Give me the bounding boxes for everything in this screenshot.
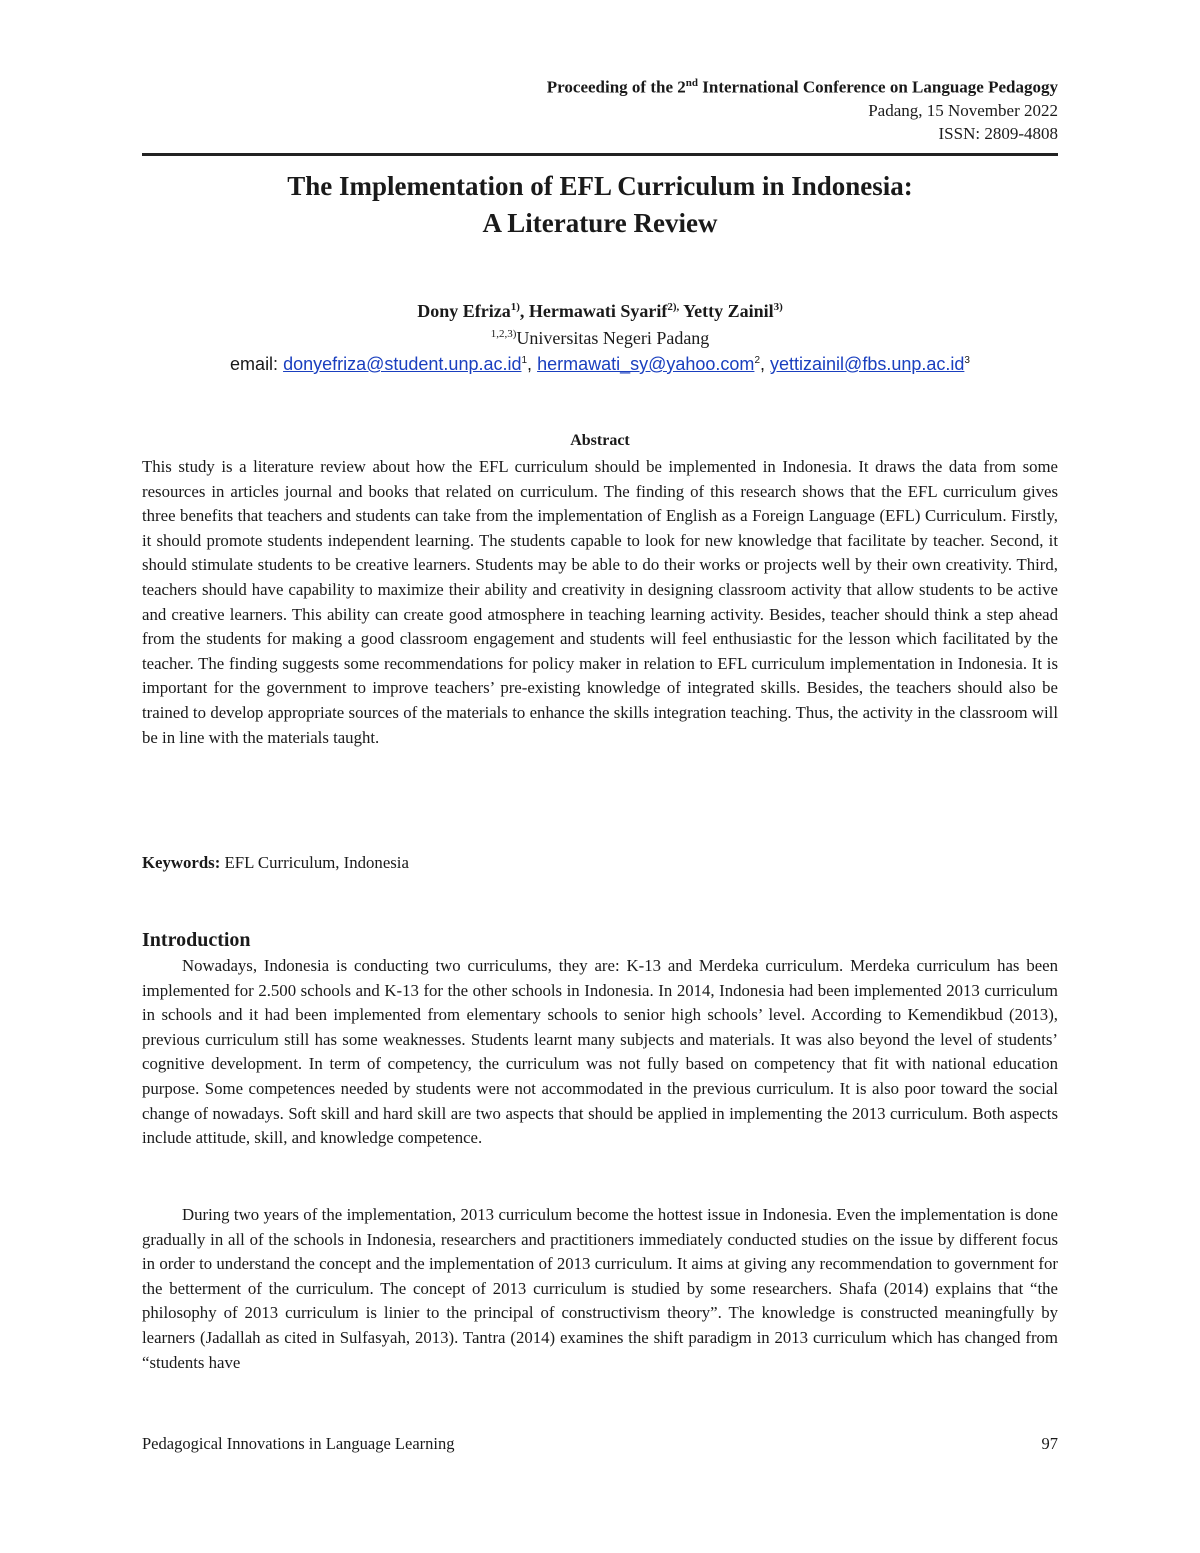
body-paragraph: Nowadays, Indonesia is conducting two curriculums, they are: K-13 and Merdeka curriculum. Merdeka curriculum has been implemented for 2.500 schools and K-13 for the other schools in Indonesia. In 2014, Indonesia had been implemented 2013 curriculum in schools and it had been implemented from elementary schools to senior high schools’ level. According to Kemendikbud (2013), previous curriculum still has some weaknesses. Students learnt many subjects and materials. It was also beyond the level of students’ cognitive development. In term of competency, the curriculum was not fully based on competency that fit with national education purpose. Some competences needed by students were not accommodated in the previous curriculum. It is also poor toward the social change of nowadays. Soft skill and hard skill are two aspects that should be applied in implementing the 2013 curriculum. Both aspects include attitude, skill, and knowledge competence.	[142, 956, 1058, 1148]
author-index: 1)	[510, 301, 520, 313]
email-separator: ,	[760, 354, 771, 374]
keywords-label: Keywords:	[142, 853, 221, 872]
issn: ISSN: 2809-4808	[938, 123, 1058, 143]
page-number: 97	[1041, 1434, 1058, 1453]
affiliation-name: Universitas Negeri Padang	[516, 328, 710, 348]
author-index: 2),	[667, 301, 680, 313]
author-name: , Hermawati Syarif	[519, 301, 668, 321]
email-link[interactable]: yettizainil@fbs.unp.ac.id	[770, 354, 965, 374]
conference-name-part: Proceeding of the 2	[546, 77, 686, 97]
paper-title-line: A Literature Review	[482, 208, 718, 238]
abstract-text: This study is a literature review about how the EFL curriculum should be implemented in Indonesia. It draws the data from some resources in articles journal and books that related on curriculum. The finding of this research shows that the EFL curriculum gives three benefits that teachers and students can take from the implementation of English as a Foreign Language (EFL) Curriculum. Firstly, it should promote students independent learning. The students capable to look for new knowledge that facilitate by teacher. Second, it should stimulate students to be creative learners. Students may be able to do their works or projects well by their own creativity. Third, teachers should have capability to maximize their ability and creativity in designing classroom activity that allow students to be active and creative learners. This ability can create good atmosphere in teaching learning activity. Besides, teacher should think a step ahead from the students for making a good classroom engagement and students will feel enthusiastic for the lesson which facilitated by the teacher. The finding suggests some recommendations for policy maker in relation to EFL curriculum implementation in Indonesia. It is important for the government to improve teachers’ pre-existing knowledge of integrated skills. Besides, the teachers should also be trained to develop appropriate sources of the materials to enhance the skills integration teaching. Thus, the activity in the classroom will be in line with the materials taught.	[142, 457, 1058, 747]
header-divider	[142, 153, 1058, 156]
running-header	[142, 72, 1058, 145]
author-name: Dony Efriza	[417, 301, 511, 321]
affiliation-index: 1,2,3)	[490, 328, 517, 340]
keywords-value: EFL Curriculum, Indonesia	[220, 853, 409, 872]
location-date: Padang, 15 November 2022	[868, 100, 1058, 120]
author-name: Yetty Zainil	[679, 301, 774, 321]
email-separator: ,	[527, 354, 538, 374]
keywords	[142, 851, 409, 875]
author-list	[142, 295, 1058, 323]
conference-name-part: International Conference on Language Pedagogy	[698, 77, 1058, 97]
section-heading-introduction: Introduction	[142, 929, 251, 951]
ordinal-suffix: nd	[685, 77, 698, 89]
paper-title	[142, 168, 1058, 242]
email-link[interactable]: hermawati_sy@yahoo.com	[537, 354, 755, 374]
email-label: email:	[230, 354, 284, 374]
author-index: 3)	[773, 301, 783, 313]
conference-name	[142, 72, 1058, 99]
email-link[interactable]: donyefriza@student.unp.ac.id	[283, 354, 522, 374]
body-paragraph: During two years of the implementation, 2013 curriculum become the hottest issue in Indonesia. Even the implementation is done gradually in all of the schools in Indonesia, researchers and practitioners immediately conducted studies on the issue by different focus in order to understand the concept and the implementation of 2013 curriculum. It aims at giving any recommendation to government for the betterment of the curriculum. The concept of 2013 curriculum is studied by some researchers. Shafa (2014) explains that “the philosophy of 2013 curriculum is linier to the principal of constructivism theory”. The knowledge is constructed meaningfully by learners (Jadallah as cited in Sulfasyah, 2013). Tantra (2014) examines the shift paradigm in 2013 curriculum which has changed from “students have	[142, 1205, 1058, 1372]
email-index: 3	[964, 355, 970, 366]
footer-journal-name: Pedagogical Innovations in Language Learning	[142, 1434, 455, 1453]
affiliation	[142, 322, 1058, 350]
email-index: 1	[521, 355, 528, 366]
paper-title-line: The Implementation of EFL Curriculum in Indonesia:	[287, 171, 913, 201]
email-index: 2	[754, 355, 760, 366]
email-line	[142, 348, 1058, 377]
abstract-heading: Abstract	[570, 432, 630, 449]
